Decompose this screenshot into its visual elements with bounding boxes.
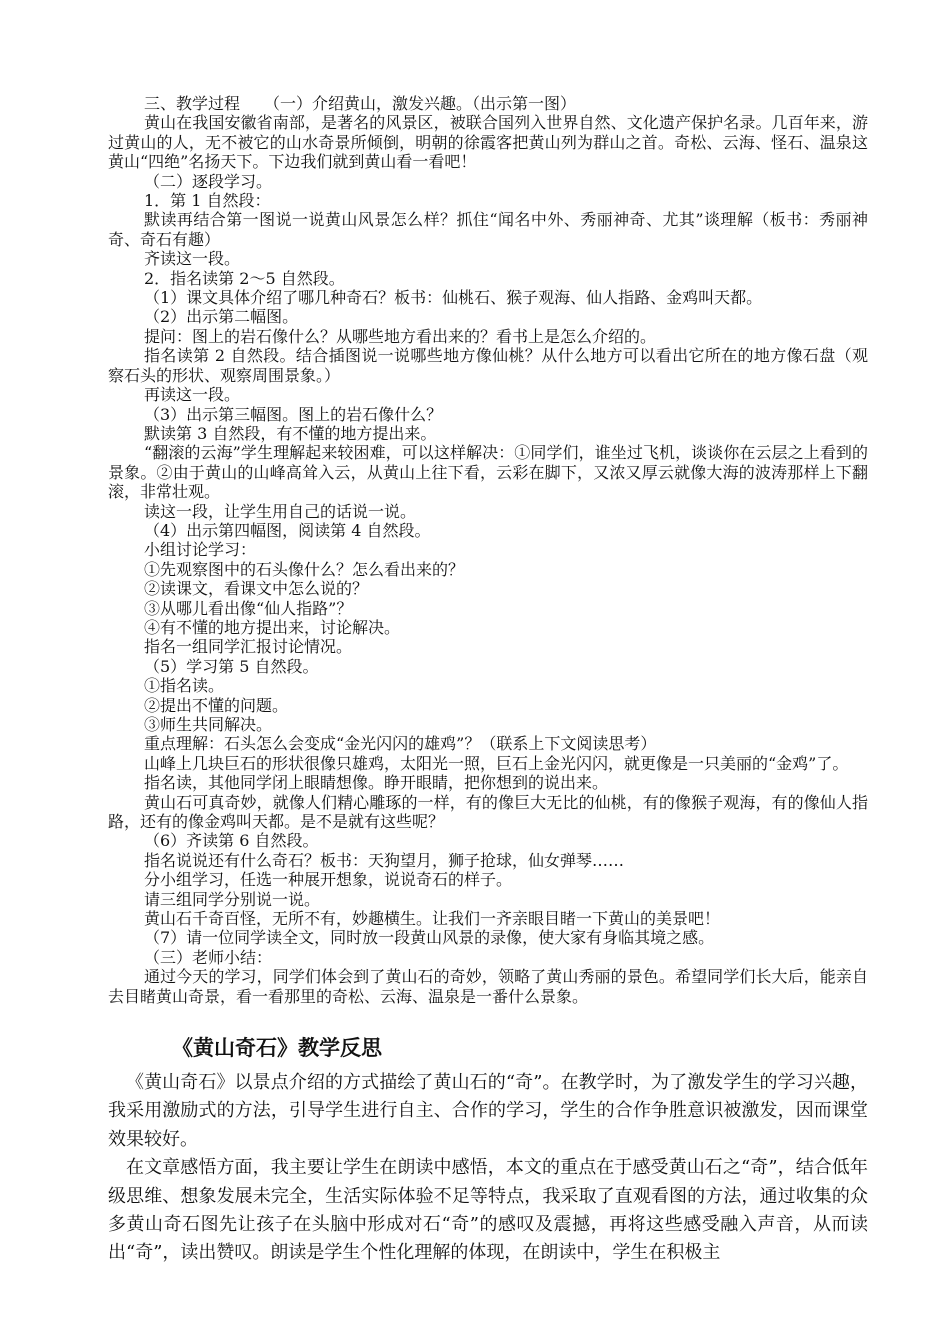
lesson-paragraph: （4）出示第四幅图，阅读第 4 自然段。 xyxy=(144,520,431,540)
lesson-paragraph: （6）齐读第 6 自然段。 xyxy=(144,831,319,851)
lesson-body xyxy=(108,94,868,1006)
lesson-paragraph: ③从哪儿看出像“仙人指路”？ xyxy=(144,598,353,618)
lesson-paragraph: ②提出不懂的问题。 xyxy=(144,695,289,715)
lesson-paragraph: （1）课文具体介绍了哪几种奇石？板书：仙桃石、猴子观海、仙人指路、金鸡叫天都。 xyxy=(144,288,763,308)
lesson-paragraph: （5）学习第 5 自然段。 xyxy=(144,656,319,676)
lesson-paragraph: 黄山石可真奇妙，就像人们精心雕琢的一样，有的像巨大无比的仙桃，有的像猴子观海，有的像仙人指路，还有的像金鸡叫天都。是不是就有这些呢？ xyxy=(108,792,868,832)
lesson-paragraph: 提问：图上的岩石像什么？从哪些地方看出来的？看书上是怎么介绍的。 xyxy=(144,326,657,346)
lesson-paragraph: 指名读，其他同学闭上眼睛想像。睁开眼睛，把你想到的说出来。 xyxy=(144,773,609,793)
lesson-paragraph: 读这一段，让学生用自己的话说一说。 xyxy=(144,501,417,521)
lesson-paragraph: ①指名读。 xyxy=(144,676,225,696)
lesson-paragraph: 指名读第 2 自然段。结合插图说一说哪些地方像仙桃？从什么地方可以看出它所在的地方像石盘（观察石头的形状、观察周围景象。） xyxy=(108,346,868,385)
lesson-paragraph: 分小组学习，任选一种展开想象，说说奇石的样子。 xyxy=(144,870,513,890)
lesson-paragraph: ③师生共同解决。 xyxy=(144,715,273,734)
lesson-paragraph: （2）出示第二幅图。 xyxy=(144,307,299,327)
reflection-title: 《黄山奇石》教学反思 xyxy=(172,1036,382,1060)
lesson-paragraph: “翻滚的云海”学生理解起来较困难，可以这样解决：①同学们，谁坐过飞机，谈谈你在云层之上看到的景象。②由于黄山的山峰高耸入云，从黄山上往下看，云彩在脚下，又浓又厚云就像大海的波涛那样上下翻滚，非常壮观。 xyxy=(108,443,868,502)
reflection-body xyxy=(108,1069,868,1268)
lesson-paragraph: 通过今天的学习，同学们体会到了黄山石的奇妙，领略了黄山秀丽的景色。希望同学们长大后，能亲自去目睹黄山奇景，看一看那里的奇松、云海、温泉是一番什么景象。 xyxy=(108,967,868,1006)
lesson-paragraph: （三）老师小结： xyxy=(144,947,273,967)
lesson-paragraph: 1．第 1 自然段： xyxy=(144,191,271,211)
lesson-paragraph: 默读第 3 自然段，有不懂的地方提出来。 xyxy=(144,423,437,443)
lesson-paragraph: （3）出示第三幅图。图上的岩石像什么？ xyxy=(144,404,443,424)
lesson-paragraph: 指名一组同学汇报讨论情况。 xyxy=(144,637,353,657)
lesson-paragraph: 请三组同学分别说一说。 xyxy=(144,889,321,909)
reflection-paragraph: 《黄山奇石》以景点介绍的方式描绘了黄山石的“奇”。在教学时，为了激发学生的学习兴趣，我采用激励式的方法，引导学生进行自主、合作的学习，学生的合作争胜意识被激发，因而课堂效果较好。 xyxy=(108,1072,868,1150)
lesson-paragraph: 齐读这一段。 xyxy=(144,249,241,269)
lesson-paragraph: 指名说说还有什么奇石？板书：天狗望月，狮子抢球，仙女弹琴…… xyxy=(144,850,625,870)
lesson-paragraph: （二）逐段学习。 xyxy=(144,171,273,191)
lesson-paragraph: ①先观察图中的石头像什么？怎么看出来的？ xyxy=(144,559,465,579)
lesson-paragraph: 三、教学过程 （一）介绍黄山，激发兴趣。（出示第一图） xyxy=(144,94,577,113)
lesson-paragraph: 小组讨论学习： xyxy=(144,540,257,560)
lesson-paragraph: 默读再结合第一图说一说黄山风景怎么样？抓住“闻名中外、秀丽神奇、尤其”谈理解（板书：秀丽神奇、奇石有趣） xyxy=(108,210,868,249)
lesson-paragraph: 黄山在我国安徽省南部，是著名的风景区，被联合国列入世界自然、文化遗产保护名录。几百年来，游过黄山的人，无不被它的山水奇景所倾倒，明朝的徐霞客把黄山列为群山之首。奇松、云海、怪石、温泉这黄山“四绝”名扬天下。下边我们就到黄山看一看吧！ xyxy=(108,113,868,172)
reflection-paragraph: 在文章感悟方面，我主要让学生在朗读中感悟，本文的重点在于感受黄山石之“奇”，结合低年级思维、想象发展未完全，生活实际体验不足等特点，我采取了直观看图的方法，通过收集的众多黄山奇石图先让孩子在头脑中形成对石“奇”的感叹及震撼，再将这些感受融入声音，从而读出“奇”，读出赞叹。朗读是学生个性化理解的体现，在朗读中，学生在积极主 xyxy=(108,1157,868,1264)
lesson-paragraph: ②读课文，看课文中怎么说的？ xyxy=(144,579,369,599)
lesson-paragraph: ④有不懂的地方提出来，讨论解决。 xyxy=(144,617,401,637)
lesson-paragraph: 黄山石千奇百怪，无所不有，妙趣横生。让我们一齐亲眼目睹一下黄山的美景吧！ xyxy=(144,909,721,929)
lesson-paragraph: 重点理解：石头怎么会变成“金光闪闪的雄鸡”？（联系上下文阅读思考） xyxy=(144,734,657,754)
lesson-paragraph: 再读这一段。 xyxy=(144,385,241,405)
lesson-paragraph: 2．指名读第 2～5 自然段。 xyxy=(144,268,345,288)
lesson-paragraph: （7）请一位同学读全文，同时放一段黄山风景的录像，使大家有身临其境之感。 xyxy=(144,928,715,948)
lesson-paragraph: 山峰上几块巨石的形状很像只雄鸡，太阳光一照，巨石上金光闪闪，就更像是一只美丽的“金鸡”了。 xyxy=(144,753,849,773)
